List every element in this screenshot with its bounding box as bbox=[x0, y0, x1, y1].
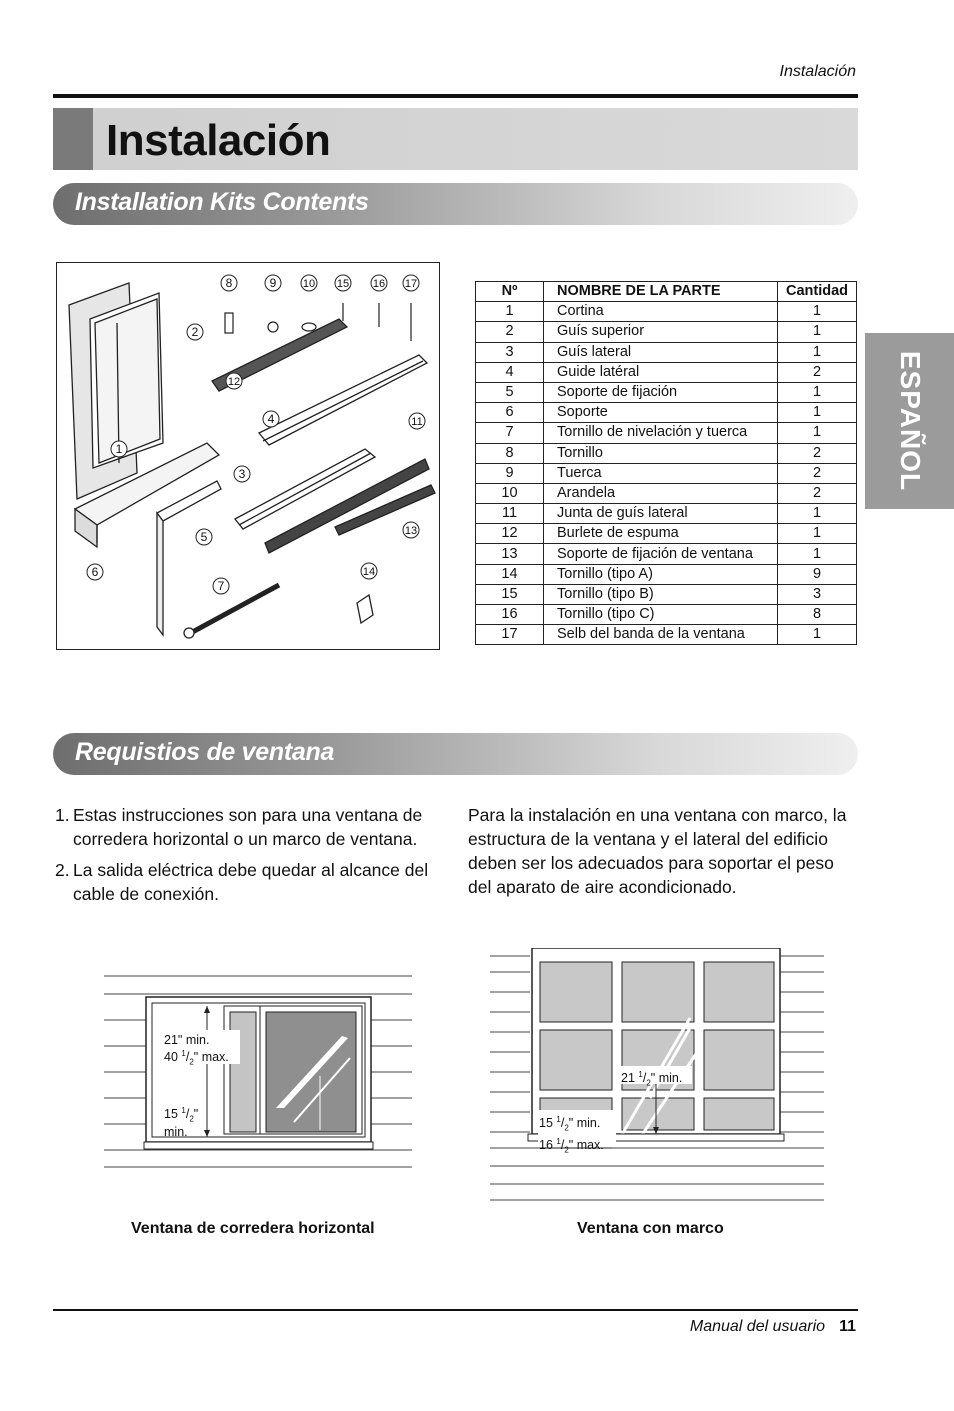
framed-window-caption: Ventana con marco bbox=[577, 1220, 724, 1237]
dim-text: " bbox=[193, 1107, 199, 1122]
part-number-cell: 14 bbox=[476, 564, 544, 584]
footer-rule bbox=[53, 1309, 858, 1311]
part-name-cell: Tornillo (tipo C) bbox=[544, 605, 778, 625]
callout-6 bbox=[87, 564, 103, 580]
part-number-cell: 13 bbox=[476, 544, 544, 564]
callout-label: 11 bbox=[411, 416, 423, 428]
sliding-window-drawing bbox=[104, 972, 412, 1172]
dim-text: min. bbox=[164, 1124, 188, 1139]
table-row bbox=[476, 584, 857, 604]
table-row bbox=[476, 382, 857, 402]
list-item bbox=[55, 858, 445, 906]
list-item bbox=[55, 803, 445, 851]
callout-label: 9 bbox=[269, 276, 277, 290]
part-name-cell: Junta de guís lateral bbox=[544, 504, 778, 524]
part-quantity-cell: 1 bbox=[778, 544, 857, 564]
dim-fraction-den: 2 bbox=[189, 1114, 194, 1124]
parts-table bbox=[475, 281, 857, 645]
part-number-cell: 17 bbox=[476, 625, 544, 645]
list-number: 1. bbox=[55, 805, 70, 825]
part-quantity-cell: 1 bbox=[778, 423, 857, 443]
dim-fraction-num: 1 bbox=[181, 1049, 186, 1058]
part-quantity-cell: 9 bbox=[778, 564, 857, 584]
callout-label: 2 bbox=[191, 325, 199, 339]
title-block bbox=[53, 108, 93, 170]
table-row bbox=[476, 362, 857, 382]
part-name-cell: Guide latéral bbox=[544, 362, 778, 382]
table-row bbox=[476, 625, 857, 645]
callout-label: 16 bbox=[372, 278, 386, 290]
part-quantity-cell: 2 bbox=[778, 463, 857, 483]
part-quantity-cell: 1 bbox=[778, 524, 857, 544]
dim-fraction-den: 2 bbox=[564, 1123, 569, 1133]
col-quantity: Cantidad bbox=[778, 282, 857, 302]
part-quantity-cell: 2 bbox=[778, 443, 857, 463]
language-tab bbox=[865, 333, 954, 509]
requirements-list bbox=[55, 803, 445, 913]
part-name-cell: Selb del banda de la ventana bbox=[544, 625, 778, 645]
callout-label: 14 bbox=[362, 566, 376, 578]
part-name-cell: Arandela bbox=[544, 483, 778, 503]
part-quantity-cell: 8 bbox=[778, 605, 857, 625]
part-quantity-cell: 2 bbox=[778, 362, 857, 382]
footer bbox=[690, 1318, 856, 1336]
dim-text: " min. bbox=[568, 1116, 601, 1131]
callout-13 bbox=[403, 522, 419, 538]
part-number-cell: 6 bbox=[476, 403, 544, 423]
framed-window-figure bbox=[490, 948, 824, 1202]
frame-width-label: 15 $^1/_2$" min. 16 $^1/_2$" max. bbox=[539, 1115, 604, 1155]
callout-label: 4 bbox=[267, 412, 275, 426]
part-name-cell: Tornillo bbox=[544, 443, 778, 463]
table-row bbox=[476, 443, 857, 463]
language-tab-label: ESPAÑOL bbox=[894, 350, 926, 492]
table-row bbox=[476, 463, 857, 483]
callout-3 bbox=[234, 466, 250, 482]
top-rule bbox=[53, 94, 858, 98]
callout-label: 15 bbox=[336, 278, 350, 290]
part-quantity-cell: 1 bbox=[778, 342, 857, 362]
table-row bbox=[476, 483, 857, 503]
callout-label: 17 bbox=[404, 278, 418, 290]
callout-17 bbox=[403, 275, 419, 291]
table-row bbox=[476, 605, 857, 625]
dim-fraction-den: 2 bbox=[646, 1078, 651, 1088]
frame-window-paragraph: Para la instalación en una ventana con marco, la estructura de la ventana y el lateral del edificio deben ser los adecuados para soportar el peso del aparato de aire acondicionado. bbox=[468, 805, 847, 897]
callout-label: 6 bbox=[91, 565, 99, 579]
page-title: Instalación bbox=[106, 116, 331, 165]
window-heading: Requistios de ventana bbox=[75, 738, 335, 766]
callout-label: 10 bbox=[302, 278, 316, 290]
callout-label: 8 bbox=[225, 276, 233, 290]
col-part-name: NOMBRE DE LA PARTE bbox=[544, 282, 778, 302]
sliding-width-label: 15 $^1/_2$" min. bbox=[164, 1106, 199, 1139]
part-name-cell: Guís lateral bbox=[544, 342, 778, 362]
dim-fraction-den: 2 bbox=[189, 1057, 194, 1067]
part-quantity-cell: 1 bbox=[778, 322, 857, 342]
part-quantity-cell: 1 bbox=[778, 382, 857, 402]
window-heading-band bbox=[53, 733, 858, 775]
dim-text: " max. bbox=[568, 1137, 604, 1152]
dim-text: 15 bbox=[164, 1107, 182, 1122]
part-name-cell: Tornillo de nivelación y tuerca bbox=[544, 423, 778, 443]
part-name-cell: Burlete de espuma bbox=[544, 524, 778, 544]
dim-text: 16 bbox=[539, 1137, 557, 1152]
table-row bbox=[476, 403, 857, 423]
part-name-cell: Guís superior bbox=[544, 322, 778, 342]
sliding-window-caption: Ventana de corredera horizontal bbox=[131, 1220, 375, 1237]
dim-fraction-num: 1 bbox=[181, 1106, 186, 1115]
part-number-cell: 8 bbox=[476, 443, 544, 463]
table-row bbox=[476, 504, 857, 524]
dim-text: 15 bbox=[539, 1116, 557, 1131]
kits-heading-band bbox=[53, 183, 858, 225]
part-quantity-cell: 1 bbox=[778, 302, 857, 322]
callout-label: 12 bbox=[227, 376, 241, 388]
callout-label: 3 bbox=[238, 467, 246, 481]
sliding-window-figure bbox=[104, 972, 412, 1172]
part-number-cell: 3 bbox=[476, 342, 544, 362]
part-number-cell: 2 bbox=[476, 322, 544, 342]
callout-label: 13 bbox=[404, 525, 418, 537]
kits-heading: Installation Kits Contents bbox=[75, 188, 369, 216]
part-number-cell: 12 bbox=[476, 524, 544, 544]
part-quantity-cell: 1 bbox=[778, 625, 857, 645]
parts-table-body bbox=[476, 302, 857, 645]
table-header-row bbox=[476, 282, 857, 302]
part-name-cell: Soporte de fijación de ventana bbox=[544, 544, 778, 564]
dim-text: 21" min. bbox=[164, 1033, 210, 1047]
part-number-cell: 5 bbox=[476, 382, 544, 402]
part-name-cell: Tornillo (tipo A) bbox=[544, 564, 778, 584]
dim-text: " min. bbox=[650, 1071, 683, 1086]
table-row bbox=[476, 524, 857, 544]
dim-fraction-den: 2 bbox=[564, 1145, 569, 1155]
callout-label: 5 bbox=[200, 530, 208, 544]
part-number-cell: 4 bbox=[476, 362, 544, 382]
frame-height-label: 21 $^1/_2$" min. bbox=[621, 1070, 683, 1088]
part-number-cell: 9 bbox=[476, 463, 544, 483]
callout-14 bbox=[361, 563, 377, 579]
callout-5 bbox=[196, 529, 212, 545]
dim-fraction-num: 1 bbox=[556, 1136, 561, 1146]
part-name-cell: Tornillo (tipo B) bbox=[544, 584, 778, 604]
page-number: 11 bbox=[839, 1318, 856, 1335]
callout-11 bbox=[409, 413, 425, 429]
part-quantity-cell: 1 bbox=[778, 403, 857, 423]
kit-illustration bbox=[56, 262, 440, 650]
part-name-cell: Tuerca bbox=[544, 463, 778, 483]
part-number-cell: 1 bbox=[476, 302, 544, 322]
callout-10 bbox=[301, 275, 317, 291]
list-text: La salida eléctrica debe quedar al alcance del cable de conexión. bbox=[73, 860, 429, 904]
part-number-cell: 10 bbox=[476, 483, 544, 503]
part-name-cell: Soporte de fijación bbox=[544, 382, 778, 402]
callout-9 bbox=[265, 275, 281, 291]
callout-label: 7 bbox=[217, 579, 225, 593]
header-section-label: Instalación bbox=[779, 63, 856, 80]
part-number-cell: 7 bbox=[476, 423, 544, 443]
kit-parts-drawing bbox=[57, 263, 441, 651]
part-number-cell: 11 bbox=[476, 504, 544, 524]
callout-1 bbox=[111, 441, 127, 457]
list-number: 2. bbox=[55, 860, 70, 880]
dim-fraction-num: 1 bbox=[638, 1070, 643, 1079]
part-name-cell: Soporte bbox=[544, 403, 778, 423]
sliding-height-label: 21" min. 40 $^1/_2$" max. bbox=[164, 1033, 229, 1067]
callout-8 bbox=[221, 275, 237, 291]
list-text: Estas instrucciones son para una ventana de corredera horizontal o un marco de ventana. bbox=[73, 805, 423, 849]
table-row bbox=[476, 322, 857, 342]
part-quantity-cell: 2 bbox=[778, 483, 857, 503]
footer-label: Manual del usuario bbox=[689, 1318, 826, 1335]
dim-text: " max. bbox=[193, 1050, 229, 1065]
callout-15 bbox=[335, 275, 351, 291]
callout-12 bbox=[226, 373, 242, 389]
table-row bbox=[476, 342, 857, 362]
dim-text: 21 bbox=[621, 1071, 639, 1086]
callout-4 bbox=[263, 411, 279, 427]
dim-text: 40 bbox=[164, 1050, 182, 1065]
callout-16 bbox=[371, 275, 387, 291]
part-number-cell: 15 bbox=[476, 584, 544, 604]
part-number-cell: 16 bbox=[476, 605, 544, 625]
callout-7 bbox=[213, 578, 229, 594]
part-quantity-cell: 1 bbox=[778, 504, 857, 524]
callout-2 bbox=[187, 324, 203, 340]
part-quantity-cell: 3 bbox=[778, 584, 857, 604]
col-number: Nº bbox=[476, 282, 544, 302]
dim-fraction-num: 1 bbox=[556, 1115, 561, 1124]
table-row bbox=[476, 423, 857, 443]
callout-label: 1 bbox=[115, 442, 123, 456]
table-row bbox=[476, 302, 857, 322]
table-row bbox=[476, 564, 857, 584]
part-name-cell: Cortina bbox=[544, 302, 778, 322]
table-row bbox=[476, 544, 857, 564]
